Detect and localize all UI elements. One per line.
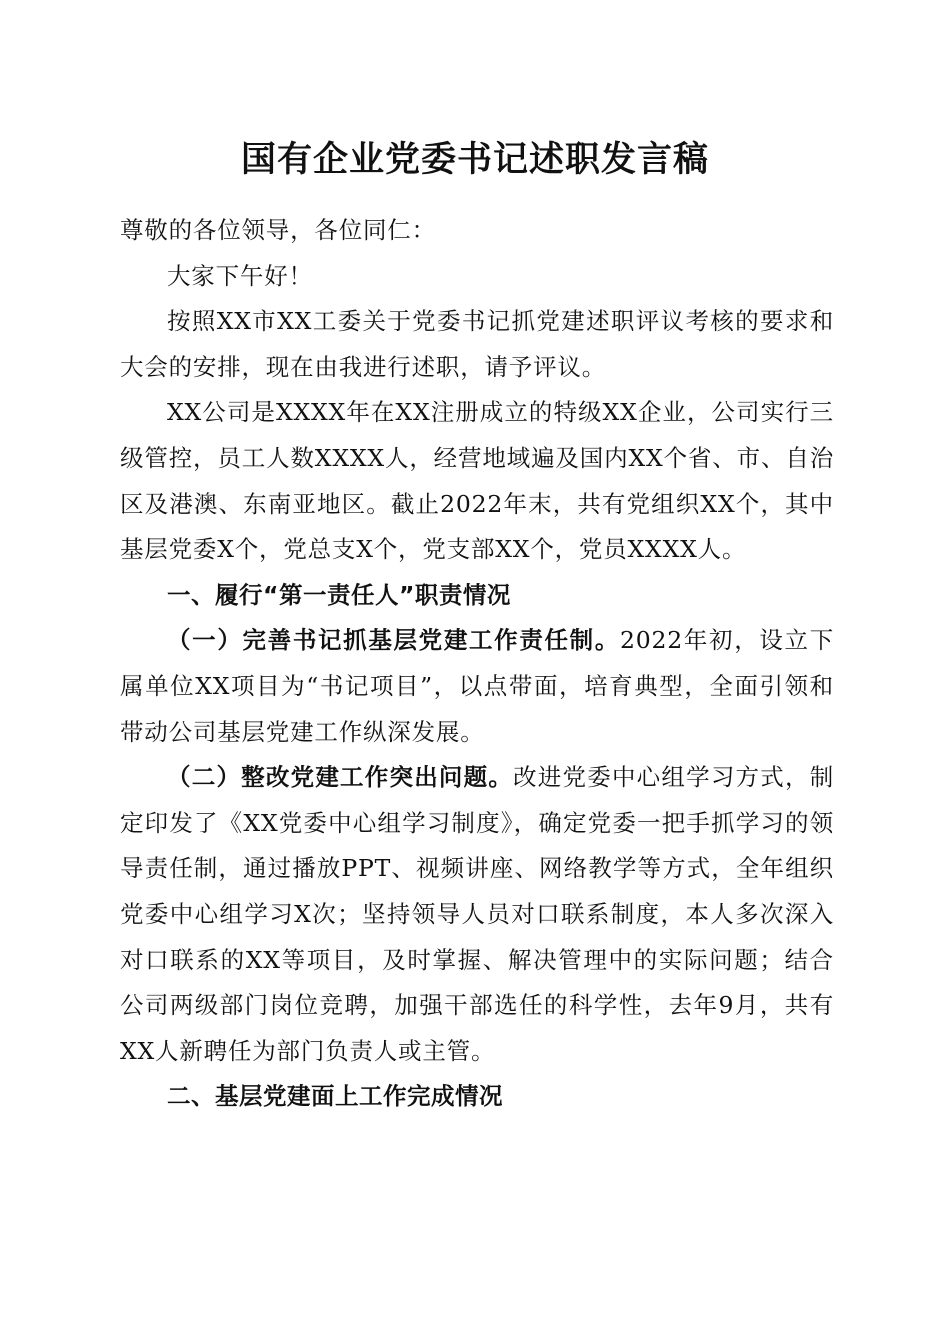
item-1-lead: （一）完善书记抓基层党建工作责任制。 [167,626,620,655]
greeting: 大家下午好！ [167,261,313,290]
document-title: 国有企业党委书记述职发言稿 [240,139,709,180]
section-heading-1: 一、履行“第一责任人”职责情况 [167,580,511,609]
company-overview-paragraph: XX公司是XXXX年在XX注册成立的特级XX企业，公司实行三级管控，员工人数XXXX人，经营地域遍及国内XX个省、市、自治区及港澳、东南亚地区。截止2022年末，共有党组织XX个，其中基层党委X个，党总支X个，党支部XX个，党员XXXX人。 [120,398,834,564]
item-1-paragraph [120,618,834,755]
item-2-paragraph [120,755,834,1074]
salutation: 尊敬的各位领导，各位同仁： [120,216,436,244]
intro-paragraph: 按照XX市XX工委关于党委书记抓党建述职评议考核的要求和大会的安排，现在由我进行述职，请予评议。 [120,307,834,381]
document-body [120,208,834,1120]
item-2-text: 改进党委中心组学习方式，制定印发了《XX党委中心组学习制度》，确定党委一把手抓学习的领导责任制，通过播放PPT、视频讲座、网络教学等方式，全年组织党委中心组学习X次；坚持领导人员对口联系制度，本人多次深入对口联系的XX等项目，及时掌握、解决管理中的实际问题；结合公司两级部门岗位竞聘，加强干部选任的科学性，去年9月，共有XX人新聘任为部门负责人或主管。 [120,763,835,1065]
item-1-text: 2022年初，设立下属单位XX项目为“书记项目”，以点带面，培育典型，全面引领和带动公司基层党建工作纵深发展。 [120,626,835,746]
item-2-lead: （二）整改党建工作突出问题。 [167,763,514,792]
section-heading-2: 二、基层党建面上工作完成情况 [167,1082,503,1111]
